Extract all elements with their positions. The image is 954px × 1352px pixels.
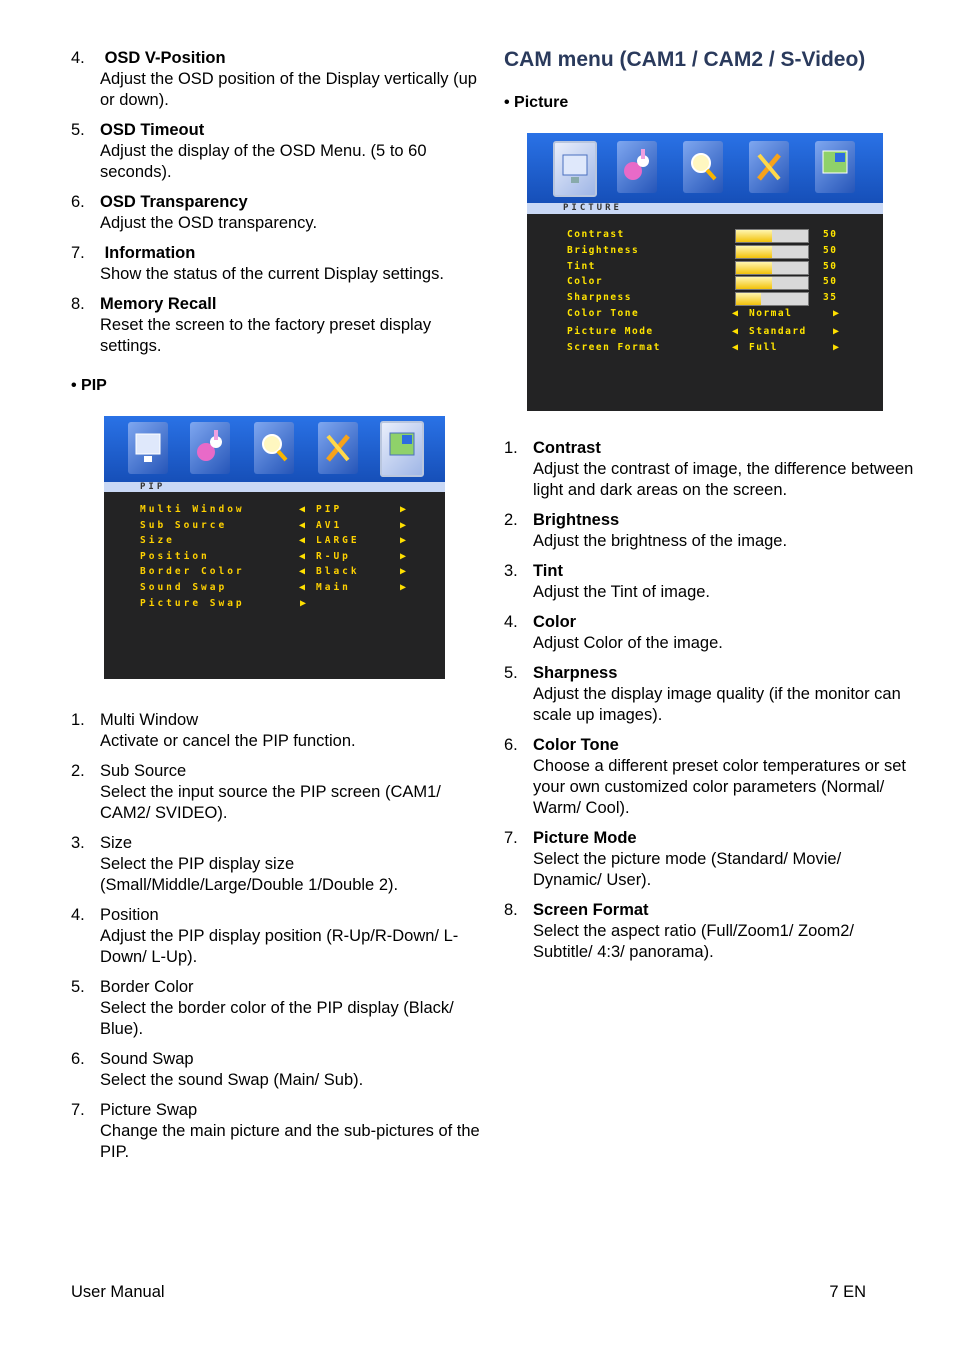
item-number: 4. xyxy=(71,49,85,67)
right-arrow-icon[interactable]: ▶ xyxy=(400,566,408,578)
osd-row-value: AV1 xyxy=(316,519,343,531)
item-description: Show the status of the current Display settings. xyxy=(100,265,444,283)
item-title: Sound Swap xyxy=(100,1050,194,1068)
pip-screen-icon xyxy=(815,141,855,193)
osd-slider-fill xyxy=(736,262,772,274)
picture-osd-slider-row[interactable] xyxy=(527,276,883,289)
right-arrow-icon[interactable]: ▶ xyxy=(833,341,841,353)
item-number: 5. xyxy=(504,664,518,682)
list-item xyxy=(504,612,914,654)
osd-slider-bar[interactable] xyxy=(735,276,809,290)
list-item xyxy=(504,510,914,552)
osd-slider-fill xyxy=(736,293,761,305)
section-title: CAM menu (CAM1 / CAM2 / S-Video) xyxy=(504,48,866,71)
item-number: 3. xyxy=(71,834,85,852)
item-title: Size xyxy=(100,834,133,852)
item-number: 6. xyxy=(504,736,518,754)
item-title: Picture Mode xyxy=(533,829,637,847)
item-number: 4. xyxy=(71,906,85,924)
item-description: Adjust the PIP display position (R-Up/R-Down/ L-Down/ L-Up). xyxy=(100,927,459,966)
left-arrow-icon[interactable]: ◀ xyxy=(299,550,307,562)
item-description: Adjust Color of the image. xyxy=(533,634,723,652)
osd-row-value: Standard xyxy=(749,325,807,337)
list-item xyxy=(504,438,914,501)
list-item xyxy=(504,900,914,963)
left-arrow-icon[interactable]: ◀ xyxy=(732,308,740,319)
item-description: Select the picture mode (Standard/ Movie/ Dynamic/ User). xyxy=(533,850,842,889)
osd-tab-label: PICTURE xyxy=(527,203,883,214)
item-title: Tint xyxy=(533,562,563,580)
osd-row-label: Size xyxy=(140,535,175,547)
pip-osd-row[interactable] xyxy=(104,598,445,610)
osd-slider-value: 35 xyxy=(823,292,838,304)
item-number: 1. xyxy=(504,439,518,457)
osd-row-value: R-Up xyxy=(316,550,351,562)
picture-item-list xyxy=(504,438,914,972)
item-description: Choose a different preset color temperatures or set your own customized color parameters (Normal/ Warm/ Cool). xyxy=(533,757,906,817)
item-title: Sub Source xyxy=(100,762,187,780)
osd-slider-bar[interactable] xyxy=(735,292,809,306)
osd-slider-fill xyxy=(736,277,772,289)
osd-row-value: Normal xyxy=(749,308,793,319)
list-item xyxy=(71,905,481,968)
item-number: 3. xyxy=(504,562,518,580)
list-item xyxy=(71,761,481,824)
pip-osd-row[interactable] xyxy=(104,504,445,516)
item-description: Adjust the display of the OSD Menu. (5 to 60 seconds). xyxy=(100,142,427,181)
pip-item-list xyxy=(71,710,481,1172)
item-description: Adjust the Tint of image. xyxy=(533,583,711,601)
list-item xyxy=(71,294,481,357)
osd-icon-bar xyxy=(527,133,883,203)
osd-row-label: Contrast xyxy=(567,229,625,240)
tools-icon xyxy=(318,422,358,474)
picture-osd-screenshot xyxy=(527,133,883,411)
picture-osd-slider-row[interactable] xyxy=(527,245,883,258)
item-number: 6. xyxy=(71,1050,85,1068)
footer-left: User Manual xyxy=(71,1283,165,1301)
left-arrow-icon[interactable]: ◀ xyxy=(299,504,307,515)
tools-icon xyxy=(749,141,789,193)
right-arrow-icon[interactable]: ▶ xyxy=(400,504,408,515)
pip-osd-row[interactable] xyxy=(104,566,445,578)
item-description: Adjust the display image quality (if the monitor can scale up images). xyxy=(533,685,901,724)
item-number: 7. xyxy=(71,244,85,262)
item-number: 4. xyxy=(504,613,518,631)
item-title: OSD Transparency xyxy=(100,193,248,211)
picture-osd-slider-row[interactable] xyxy=(527,292,883,305)
item-number: 5. xyxy=(71,978,85,996)
list-item xyxy=(504,828,914,891)
osd-icon-bar xyxy=(104,416,445,482)
left-arrow-icon[interactable]: ◀ xyxy=(732,341,740,353)
item-description: Adjust the OSD transparency. xyxy=(100,214,318,232)
item-description: Select the sound Swap (Main/ Sub). xyxy=(100,1071,364,1089)
item-number: 5. xyxy=(71,121,85,139)
right-arrow-icon[interactable]: ▶ xyxy=(400,550,408,562)
item-title: Memory Recall xyxy=(100,295,217,313)
item-description: Adjust the OSD position of the Display vertically (up or down). xyxy=(100,70,477,109)
osd-slider-fill xyxy=(736,246,772,258)
right-arrow-icon[interactable]: ▶ xyxy=(400,519,408,531)
item-number: 7. xyxy=(71,1101,85,1119)
item-number: 8. xyxy=(504,901,518,919)
right-arrow-icon[interactable]: ▶ xyxy=(833,325,841,337)
item-title: Position xyxy=(100,906,159,924)
item-number: 1. xyxy=(71,711,85,729)
item-title: Contrast xyxy=(533,439,601,457)
list-item xyxy=(71,48,481,111)
right-arrow-icon[interactable]: ▶ xyxy=(300,597,308,609)
right-arrow-icon[interactable]: ▶ xyxy=(400,535,408,547)
list-item xyxy=(71,710,481,752)
pip-osd-row[interactable] xyxy=(104,551,445,563)
pip-screen-icon xyxy=(380,421,424,477)
osd-row-value: Main xyxy=(316,582,351,593)
item-title: Information xyxy=(100,244,196,262)
osd-slider-fill xyxy=(736,230,772,242)
item-title: Screen Format xyxy=(533,901,649,919)
magnifier-icon xyxy=(254,422,294,474)
item-title: Multi Window xyxy=(100,711,199,729)
osd-row-label: Color Tone xyxy=(567,308,640,319)
item-description: Select the input source the PIP screen (CAM1/ CAM2/ SVIDEO). xyxy=(100,783,441,822)
pip-osd-screenshot xyxy=(104,416,445,679)
osd-row-value: Full xyxy=(749,341,778,353)
osd-row-label: Brightness xyxy=(567,244,640,256)
page-number: 7 EN xyxy=(829,1283,866,1301)
list-item xyxy=(71,120,481,183)
item-number: 2. xyxy=(71,762,85,780)
osd-row-label: Picture Mode xyxy=(567,325,654,337)
item-description: Adjust the brightness of the image. xyxy=(533,532,788,550)
osd-row-label: Sound Swap xyxy=(140,582,228,593)
osd-slider-value: 50 xyxy=(823,260,838,272)
picture-osd-option-row[interactable] xyxy=(527,342,883,355)
item-title: Picture Swap xyxy=(100,1101,198,1119)
osd-slider-value: 50 xyxy=(823,244,838,256)
item-description: Adjust the contrast of image, the difference between light and dark areas on the screen. xyxy=(533,460,914,499)
osd-slider-bar[interactable] xyxy=(735,261,809,275)
picture-osd-slider-row[interactable] xyxy=(527,261,883,274)
osd-row-label: Picture Swap xyxy=(140,597,245,609)
left-column-top xyxy=(71,48,481,366)
picture-osd-option-row[interactable] xyxy=(527,326,883,339)
osd-row-label: Tint xyxy=(567,260,596,272)
list-item xyxy=(71,243,481,285)
osd-slider-bar[interactable] xyxy=(735,245,809,259)
picture-osd-slider-row[interactable] xyxy=(527,229,883,242)
item-title: OSD Timeout xyxy=(100,121,205,139)
osd-row-label: Sharpness xyxy=(567,292,632,304)
item-description: Reset the screen to the factory preset display settings. xyxy=(100,316,432,355)
item-number: 6. xyxy=(71,193,85,211)
item-description: Activate or cancel the PIP function. xyxy=(100,732,356,750)
item-number: 2. xyxy=(504,511,518,529)
item-title: OSD V-Position xyxy=(100,49,226,67)
picture-heading: • Picture xyxy=(504,94,569,111)
item-title: Border Color xyxy=(100,978,194,996)
osd-tab-label: PIP xyxy=(104,482,445,492)
osd-row-label: Border Color xyxy=(140,566,245,578)
list-item xyxy=(71,977,481,1040)
osd-row-label: Screen Format xyxy=(567,341,661,353)
osd-slider-bar[interactable] xyxy=(735,229,809,243)
right-arrow-icon[interactable]: ▶ xyxy=(833,308,841,319)
pip-osd-row[interactable] xyxy=(104,535,445,547)
osd-row-value: PIP xyxy=(316,504,343,515)
monitor-icon xyxy=(128,422,168,474)
pip-osd-row[interactable] xyxy=(104,520,445,532)
item-number: 7. xyxy=(504,829,518,847)
item-title: Color Tone xyxy=(533,736,619,754)
osd-slider-value: 50 xyxy=(823,229,838,240)
item-title: Brightness xyxy=(533,511,620,529)
item-description: Select the PIP display size (Small/Middle/Large/Double 1/Double 2). xyxy=(100,855,399,894)
item-description: Select the aspect ratio (Full/Zoom1/ Zoom2/ Subtitle/ 4:3/ panorama). xyxy=(533,922,854,961)
item-number: 8. xyxy=(71,295,85,313)
osd-row-label: Position xyxy=(140,550,210,562)
left-arrow-icon[interactable]: ◀ xyxy=(299,566,307,578)
list-item xyxy=(504,663,914,726)
item-title: Color xyxy=(533,613,577,631)
left-arrow-icon[interactable]: ◀ xyxy=(732,325,740,337)
osd-row-label: Multi Window xyxy=(140,504,245,515)
list-item xyxy=(504,561,914,603)
item-description: Select the border color of the PIP display (Black/ Blue). xyxy=(100,999,454,1038)
list-item xyxy=(504,735,914,819)
item-title: Sharpness xyxy=(533,664,618,682)
list-item xyxy=(71,1100,481,1163)
color-palette-icon xyxy=(617,141,657,193)
osd-row-label: Sub Source xyxy=(140,519,228,531)
osd-row-label: Color xyxy=(567,276,604,288)
pip-osd-row[interactable] xyxy=(104,582,445,594)
magnifier-icon xyxy=(683,141,723,193)
osd-slider-value: 50 xyxy=(823,276,838,288)
osd-row-value: LARGE xyxy=(316,535,360,547)
pip-heading: • PIP xyxy=(71,377,107,394)
left-arrow-icon[interactable]: ◀ xyxy=(299,535,307,547)
list-item xyxy=(71,833,481,896)
osd-row-value: Black xyxy=(316,566,360,578)
left-arrow-icon[interactable]: ◀ xyxy=(299,582,307,593)
color-palette-icon xyxy=(190,422,230,474)
picture-osd-option-row[interactable] xyxy=(527,308,883,321)
list-item xyxy=(71,192,481,234)
right-arrow-icon[interactable]: ▶ xyxy=(400,582,408,593)
list-item xyxy=(71,1049,481,1091)
monitor-icon xyxy=(553,141,597,197)
item-description: Change the main picture and the sub-pictures of the PIP. xyxy=(100,1122,480,1161)
left-arrow-icon[interactable]: ◀ xyxy=(299,519,307,531)
